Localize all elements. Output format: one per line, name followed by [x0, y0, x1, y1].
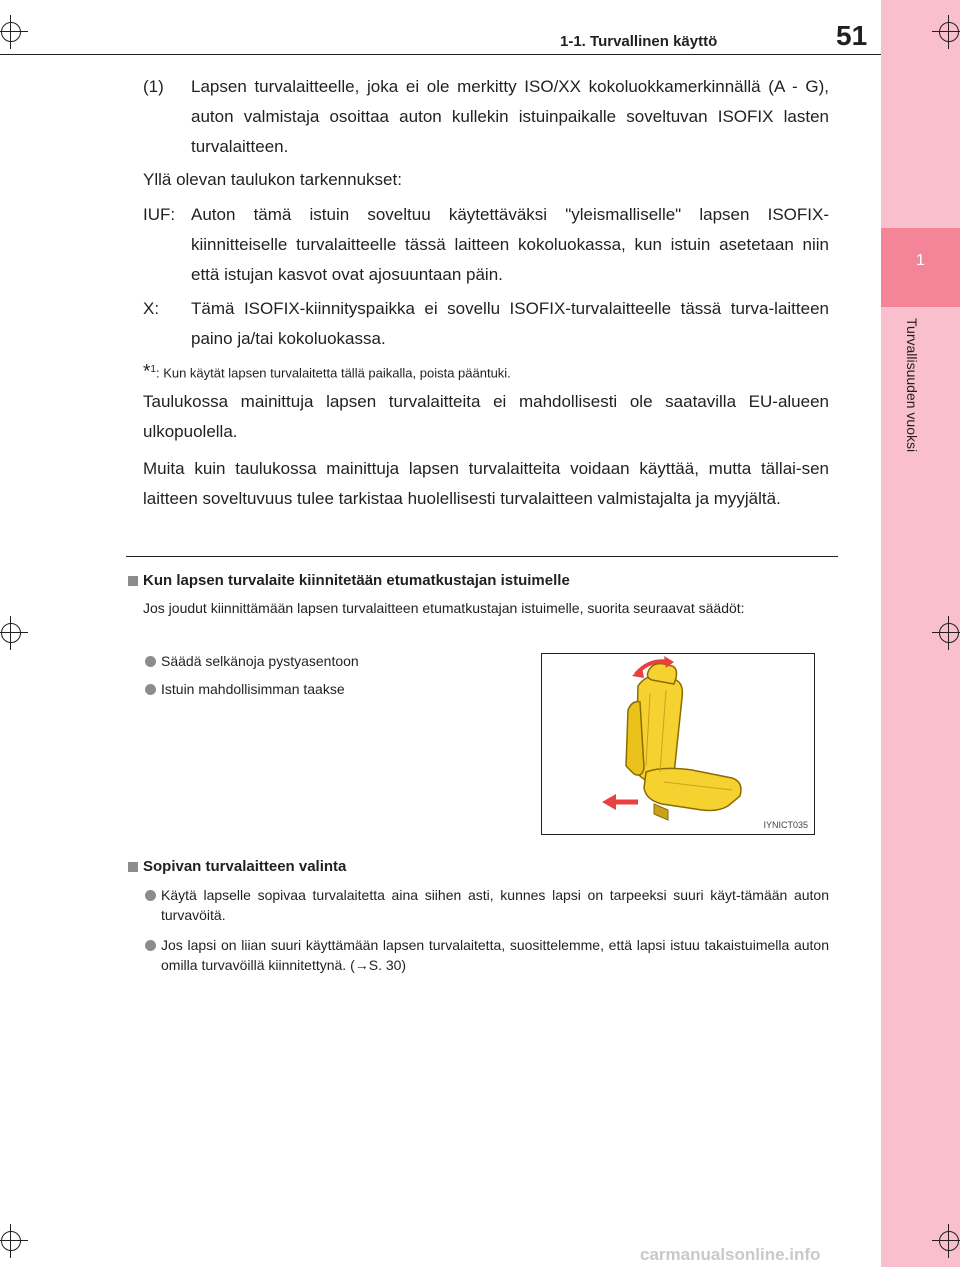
section-square-icon [128, 576, 138, 586]
crop-mark-icon [938, 21, 960, 43]
section-square-icon [128, 862, 138, 872]
crop-mark-icon [0, 21, 22, 43]
section-divider [126, 556, 838, 557]
chapter-title: Turvallisuuden vuoksi [904, 318, 920, 453]
slide-arrowhead-icon [602, 794, 616, 810]
paragraph-other-devices: Muita kuin taulukossa mainittuja lapsen turvalaitteita voidaan käyttää, mutta tällai-sen laitteen soveltuvuus tulee tarkistaa huolellisesti turvalaitteen valmistajalta ja myyjältä. [143, 459, 829, 508]
section-title: 1-1. Turvallinen käyttö [560, 33, 718, 50]
choice-bullet-1: Käytä lapselle sopivaa turvalaitetta aina siihen asti, kunnes lapsi on tarpeeksi suuri käyt-tämään auton turvavöitä. [161, 887, 829, 923]
bullet-icon [145, 890, 156, 901]
bullet-icon [145, 684, 156, 695]
paragraph-availability: Taulukossa mainittuja lapsen turvalaitteita ei mahdollisesti ole saatavilla EU-alueen ulkopuolella. [143, 392, 829, 441]
seat-adjustment-figure [541, 653, 815, 835]
choice-section-title: Sopivan turvalaitteen valinta [143, 858, 347, 875]
seat-illustration [542, 654, 814, 834]
chapter-number: 1 [916, 252, 925, 269]
iuf-label: IUF: [143, 205, 176, 224]
bullet-icon [145, 656, 156, 667]
crop-mark-icon [0, 622, 22, 644]
x-label: X: [143, 299, 160, 318]
x-text: Tämä ISOFIX-kiinnityspaikka ei sovellu ISOFIX-turvalaitteelle tässä turva-laitteen paino ja/tai kokoluokassa. [191, 299, 829, 348]
crop-mark-icon [0, 1230, 22, 1252]
header-divider [0, 54, 881, 55]
table-specs-intro: Yllä olevan taulukon tarkennukset: [143, 170, 402, 189]
figure-code: IYNICT035 [763, 820, 808, 830]
watermark: carmanualsonline.info [640, 1245, 821, 1264]
footnote-mark: * [143, 361, 151, 383]
page-number: 51 [836, 20, 868, 51]
front-seat-intro: Jos joudut kiinnittämään lapsen turvalaitteen etumatkustajan istuimelle, suorita seuraavat säädöt: [143, 600, 745, 616]
note1-text: Lapsen turvalaitteelle, joka ei ole merkitty ISO/XX kokoluokkamerkinnällä (A - G), auton valmistaja osoittaa auton kullekin istuinpaikalle soveltuvan ISOFIX lasten turvalaitteen. [191, 77, 829, 156]
choice-bullet-2: Jos lapsi on liian suuri käyttämään lapsen turvalaitetta, suosittelemme, että lapsi istuu takaistuimella auton omilla turvavöillä kiinnitettynä. (→S. 30) [161, 937, 829, 973]
seat-bolster [626, 702, 644, 775]
seat-base [654, 804, 668, 820]
crop-mark-icon [938, 622, 960, 644]
front-seat-section-title: Kun lapsen turvalaite kiinnitetään etumatkustajan istuimelle [143, 572, 570, 589]
footnote [143, 360, 511, 383]
footnote-text: : Kun käytät lapsen turvalaitetta tällä paikalla, poista pääntuki. [155, 365, 511, 381]
front-seat-bullet-2: Istuin mahdollisimman taakse [161, 681, 345, 697]
note1-label: (1) [143, 77, 164, 96]
crop-mark-icon [938, 1230, 960, 1252]
iuf-text: Auton tämä istuin soveltuu käytettäväksi "yleismalliselle" lapsen ISOFIX-kiinnitteiselle turvalaitteelle tässä laitteen kokoluokassa, kun istuin asetetaan niin että istujan kasvot ovat ajosuuntaan päin. [191, 205, 829, 284]
bullet-icon [145, 940, 156, 951]
recline-arrowhead-icon [632, 666, 644, 678]
front-seat-bullet-1: Säädä selkänoja pystyasentoon [161, 653, 359, 669]
footnote-sup: 1 [150, 364, 156, 375]
